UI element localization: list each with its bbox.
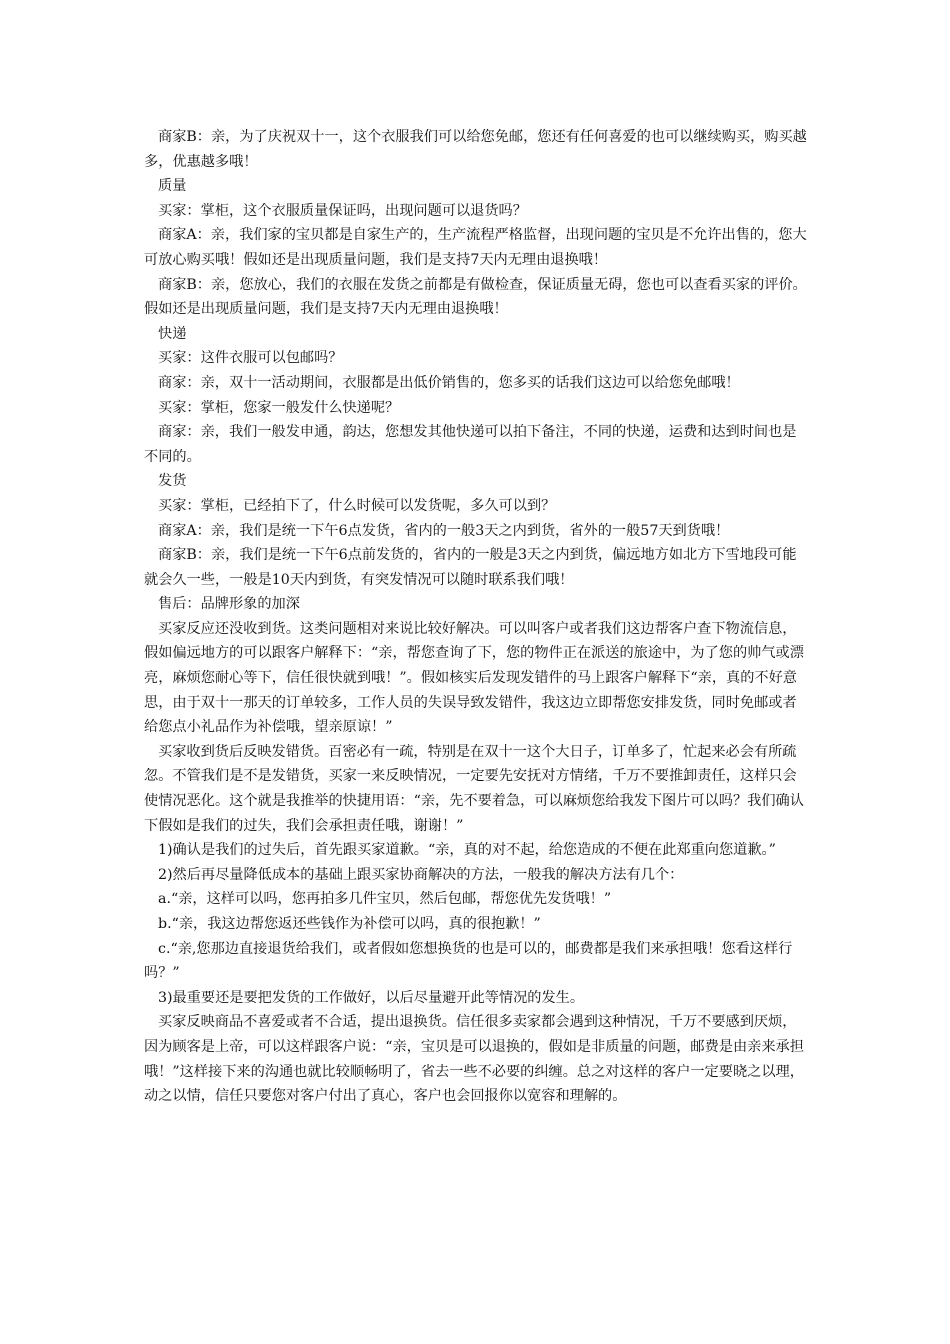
list-item-step-3: 3)最重要还是要把发货的工作做好，以后尽量避开此等情况的发生。	[158, 989, 585, 1006]
paragraph-buyer-free-shipping: 买家：这件衣服可以包邮吗？	[158, 350, 343, 367]
paragraph-merchant-b-promotion: 商家B：亲，为了庆祝双十一，这个衣服我们可以给您免邮，您还有任何喜爱的也可以继续购买，购买越多，优惠越多哦！	[144, 129, 807, 170]
paragraph-merchant-b-shipping: 商家B：亲，我们是统一下午6点前发货的，省内的一般是3天之内到货，偏远地方如北方下雪地段可能就会久一些，一般是10天内到货，有突发情况可以随时联系我们哦！	[144, 547, 797, 588]
list-item-option-b: b.“亲，我这边帮您返还些钱作为补偿可以吗，真的很抱歉！”	[158, 916, 541, 932]
heading-shipping: 发货	[158, 473, 187, 490]
document-page	[144, 125, 808, 1109]
paragraph-buyer-courier: 买家：掌柜，您家一般发什么快递呢？	[158, 399, 400, 416]
list-item-option-a: a.“亲，这样可以吗，您再拍多几件宝贝，然后包邮，帮您优先发货哦！”	[158, 891, 612, 908]
paragraph-merchant-courier: 商家：亲，我们一般发申通，韵达，您想发其他快递可以拍下备注，不同的快递，运费和达到时间也是不同的。	[144, 424, 797, 465]
paragraph-not-received: 买家反应还没收到货。这类问题相对来说比较好解决。可以叫客户或者我们这边帮客户查下物流信息，假如偏远地方的可以跟客户解释下：“亲，帮您查询了下，您的物件正在派送的旅途中，为了您的帅气或漂亮，麻烦您耐心等下，信任很快就到哦！”。假如核实后发现发错件的马上跟客户解释下“亲，真的不好意思，由于双十一那天的订单较多，工作人员的失误导致发错件，我这边立即帮您安排发货，同时免邮或者给您点小礼品作为补偿哦，望亲原谅！”	[144, 620, 804, 736]
heading-express: 快递	[158, 325, 187, 342]
paragraph-buyer-shipping-time: 买家：掌柜，已经拍下了，什么时候可以发货呢，多久可以到？	[158, 497, 556, 514]
list-item-step-2: 2)然后再尽量降低成本的基础上跟买家协商解决的方法，一般我的解决方法有几个：	[158, 866, 684, 883]
paragraph-return-exchange: 买家反映商品不喜爱或者不合适，提出退换货。信任很多卖家都会遇到这种情况，千万不要感到厌烦，因为顾客是上帝，可以这样跟客户说：“亲，宝贝是可以退换的，假如是非质量的问题，邮费是由亲来承担哦！”这样接下来的沟通也就比较顺畅明了，省去一些不必要的纠缠。总之对这样的客户一定要晓之以理，动之以情，信任只要您对客户付出了真心，客户也会回报你以宽容和理解的。	[144, 1014, 804, 1105]
list-item-step-1: 1)确认是我们的过失后，首先跟买家道歉。“亲，真的对不起，给您造成的不便在此郑重向您道歉。”	[158, 842, 776, 859]
paragraph-wrong-item: 买家收到货后反映发错货。百密必有一疏，特别是在双十一这个大日子，订单多了，忙起来必会有所疏忽。不管我们是不是发错货，买家一来反映情况，一定要先安抚对方情绪，千万不要推卸责任，这样只会使情况恶化。这个就是我推举的快捷用语：“亲，先不要着急，可以麻烦您给我发下图片可以吗？我们确认下假如是我们的过失，我们会承担责任哦，谢谢！”	[144, 743, 804, 834]
list-item-option-c: c.“亲,您那边直接退货给我们，或者假如您想换货的也是可以的，邮费都是我们来承担哦！您看这样行吗？”	[144, 940, 793, 982]
paragraph-merchant-free-shipping: 商家：亲，双十一活动期间，衣服都是出低价销售的，您多买的话我们这边可以给您免邮哦！	[158, 374, 740, 391]
paragraph-merchant-a-shipping: 商家A：亲，我们是统一下午6点发货，省内的一般3天之内到货，省外的一般57天到货哦！	[158, 522, 730, 539]
paragraph-merchant-a-quality: 商家A：亲，我们家的宝贝都是自家生产的，生产流程严格监督，出现问题的宝贝是不允许出售的，您大可放心购买哦！假如还是出现质量问题，我们是支持7天内无理由退换哦！	[144, 227, 807, 268]
paragraph-buyer-quality-question: 买家：掌柜，这个衣服质量保证吗，出现问题可以退货吗？	[158, 202, 527, 219]
heading-quality: 质量	[158, 178, 187, 195]
paragraph-merchant-b-quality: 商家B：亲，您放心，我们的衣服在发货之前都是有做检查，保证质量无碍，您也可以查看买家的评价。假如还是出现质量问题，我们是支持7天内无理由退换哦！	[144, 276, 807, 318]
heading-after-sales: 售后：品牌形象的加深	[158, 596, 300, 613]
